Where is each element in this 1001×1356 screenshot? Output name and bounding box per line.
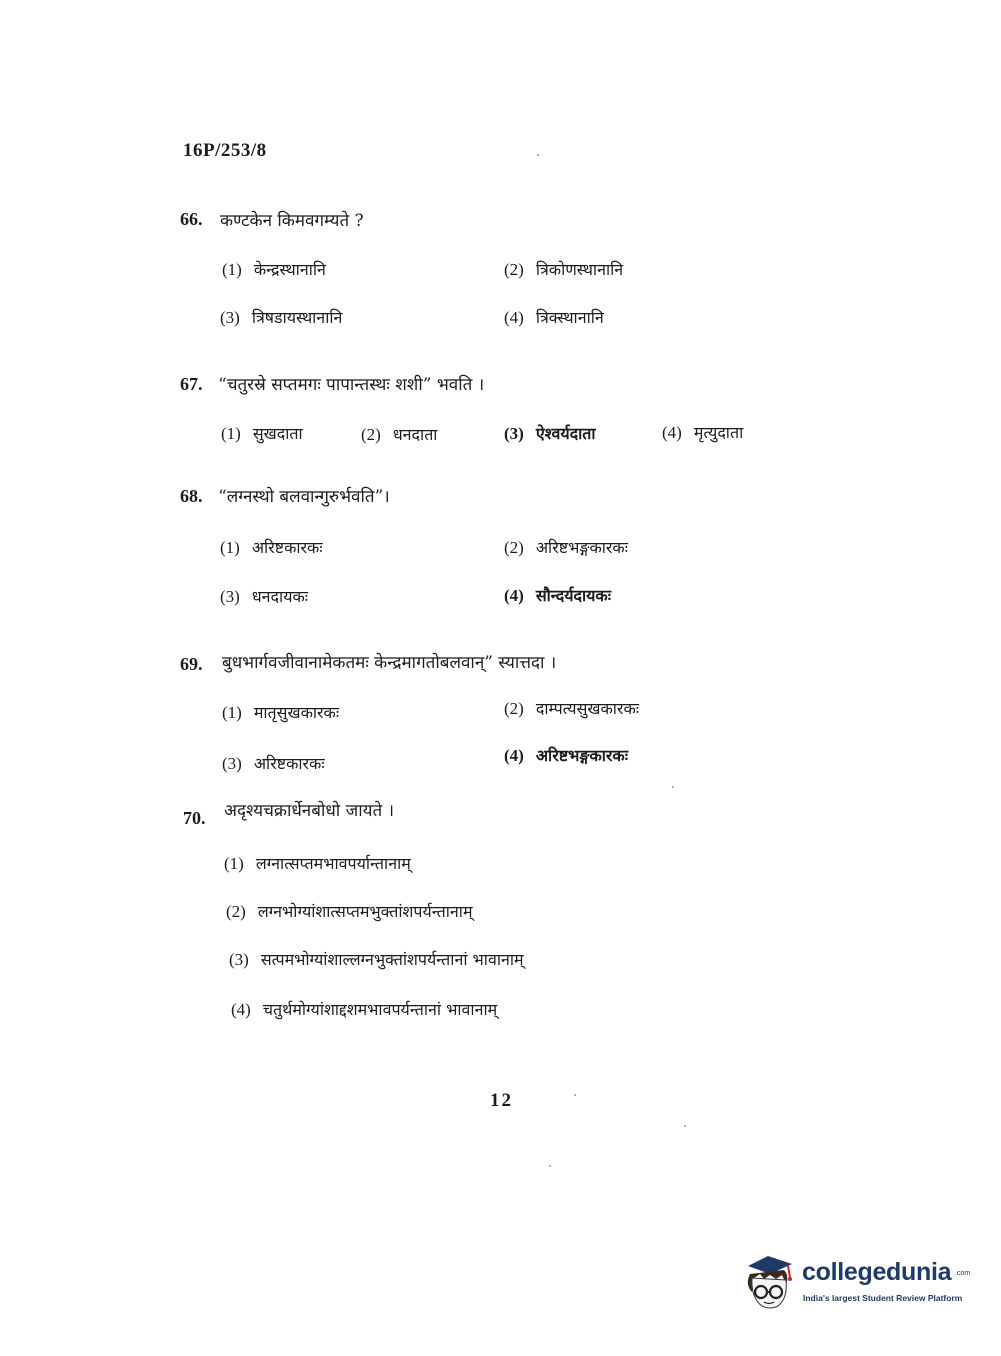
option-text: अरिष्टभङ्गकारकः	[535, 746, 628, 765]
option-number: (3)	[229, 950, 249, 969]
option-text: सत्पमभोग्यांशाल्लग्नभुक्तांशपर्यन्तानां भावानाम्	[260, 950, 524, 969]
page-number: 12	[490, 1090, 513, 1111]
option	[226, 900, 473, 922]
option	[222, 701, 339, 723]
question-text: “चतुरस्रे सप्तमगः पापान्तस्थः शशी” भवति ।	[218, 375, 485, 395]
option-text: दाम्पत्यसुखकारकः	[535, 699, 639, 718]
option	[504, 744, 628, 766]
option-text: लग्नभोग्यांशात्सप्तमभुक्तांशपर्यन्तानाम्	[257, 902, 473, 921]
option-number: (2)	[504, 538, 524, 557]
option-number: (3)	[220, 308, 240, 327]
option	[504, 306, 604, 328]
option	[221, 422, 303, 444]
option	[222, 258, 326, 280]
option-number: (1)	[222, 703, 242, 722]
option-text: ऐश्वर्यदाता	[535, 424, 596, 443]
option	[504, 422, 596, 444]
option-text: त्रिक्स्थानानि	[535, 308, 604, 327]
option	[222, 752, 325, 774]
collegedunia-logo	[742, 1252, 970, 1316]
option	[224, 852, 411, 874]
option	[231, 998, 497, 1020]
option-number: (3)	[504, 424, 524, 443]
question-text: कण्टकेन किमवगम्यते ?	[220, 211, 364, 231]
logo-domain-suffix: .com	[955, 1270, 971, 1277]
option-number: (2)	[504, 260, 524, 279]
option-number: (2)	[226, 902, 246, 921]
option	[504, 536, 628, 558]
option-text: केन्द्रस्थानानि	[253, 260, 326, 279]
option-number: (3)	[220, 587, 240, 606]
option-number: (4)	[662, 423, 682, 442]
option	[504, 258, 623, 280]
option-number: (1)	[222, 260, 242, 279]
question-number: 69.	[180, 654, 203, 674]
option-number: (1)	[220, 538, 240, 557]
option-number: (3)	[222, 754, 242, 773]
paper-code: 16P/253/8	[183, 140, 267, 161]
question-number: 66.	[180, 209, 203, 229]
option-text: धनदायकः	[251, 587, 308, 606]
question-text: अदृश्यचक्रार्धेनबोधो जायते ।	[224, 801, 395, 821]
scan-speck	[537, 154, 539, 156]
option	[662, 421, 743, 443]
option-number: (4)	[231, 1000, 251, 1019]
question-number: 68.	[180, 486, 203, 506]
option-text: सौन्दर्यदायकः	[535, 586, 611, 605]
option-text: मातृसुखकारकः	[253, 703, 340, 722]
option-number: (4)	[504, 308, 524, 327]
option-number: (1)	[224, 854, 244, 873]
question-number: 70.	[183, 808, 206, 828]
option-number: (2)	[504, 699, 524, 718]
option	[504, 584, 611, 606]
option-text: अरिष्टभङ्गकारकः	[535, 538, 628, 557]
option-text: त्रिषडायस्थानानि	[251, 308, 343, 327]
option-text: धनदाता	[392, 425, 438, 444]
option-number: (1)	[221, 424, 241, 443]
option-text: चतुर्थमोग्यांशाद्दशमभावपर्यन्तानां भावानाम्	[262, 1000, 498, 1019]
option	[220, 536, 323, 558]
option-text: अरिष्टकारकः	[251, 538, 323, 557]
logo-wordmark: collegedunia	[802, 1258, 952, 1286]
option	[504, 697, 639, 719]
scan-speck	[672, 786, 674, 788]
question-text: “लग्नस्थो बलवान्गुरुर्भवति”।	[218, 487, 390, 507]
option-text: अरिष्टकारकः	[253, 754, 325, 773]
question-number: 67.	[180, 374, 203, 394]
question-text: बुधभार्गवजीवानामेकतमः केन्द्रमागतोबलवान्” स्यात्तदा ।	[222, 653, 557, 673]
option-number: (2)	[361, 425, 381, 444]
option-text: सुखदाता	[252, 424, 303, 443]
option-number: (4)	[504, 746, 524, 765]
option	[229, 948, 524, 970]
option-text: मृत्युदाता	[693, 423, 744, 442]
option-number: (4)	[504, 586, 524, 605]
option	[220, 585, 308, 607]
option	[361, 423, 437, 445]
scan-speck	[684, 1125, 686, 1127]
option-text: लग्नात्सप्तमभावपर्यान्तानाम्	[255, 854, 411, 873]
scan-speck	[549, 1165, 551, 1167]
option-text: त्रिकोणस्थानानि	[535, 260, 624, 279]
scan-speck	[574, 1094, 576, 1096]
student-mascot-icon	[742, 1252, 800, 1314]
option	[220, 306, 342, 328]
logo-tagline: India's largest Student Review Platform	[803, 1293, 963, 1303]
